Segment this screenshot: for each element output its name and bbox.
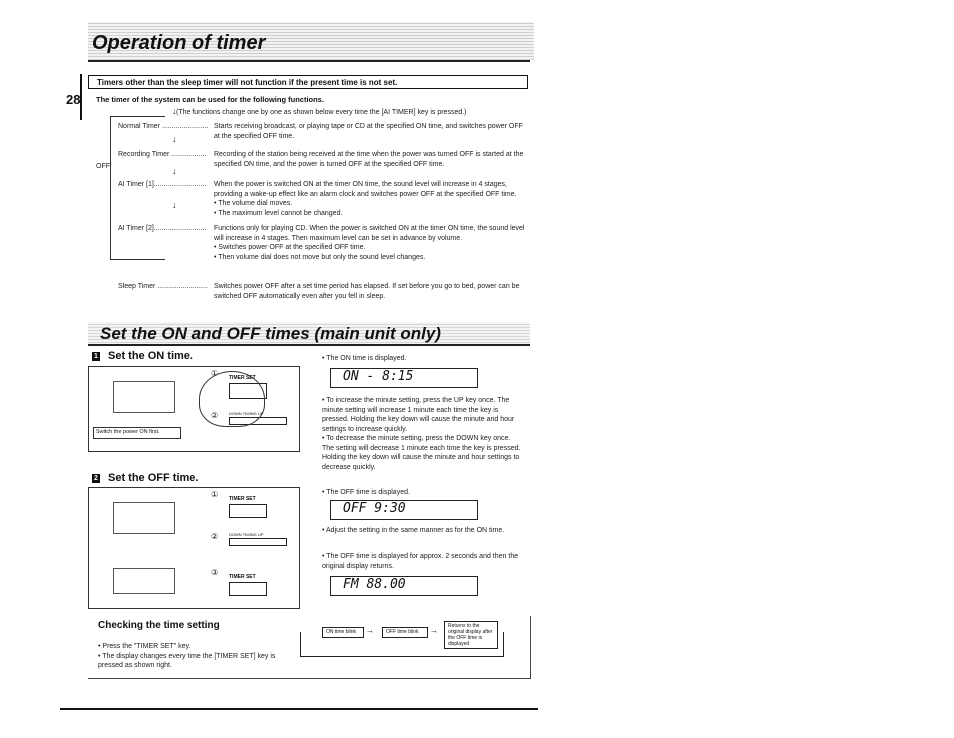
step2-number: 2 (92, 474, 100, 483)
timer-set-button (229, 582, 267, 596)
timer-name-ai2: AI Timer [2]........................... (118, 225, 207, 232)
timer-set-label: TIMER SET (229, 574, 256, 580)
main-unit-illustration (113, 381, 175, 413)
marker-2: ② (211, 532, 219, 541)
off-time-displayed-note: • The OFF time is displayed. (322, 489, 410, 496)
decrease-instruction: • To decrease the minute setting, press the DOWN key once. The setting will decrease 1 minute each time the key is pressed. Holding the key down will cause the minute and hour settings to decrease quickly. (322, 434, 522, 472)
ai2-bullet: • Then volume dial does not move but only the sound level changes. (214, 253, 526, 263)
timer-name-normal: Normal Timer ........................ (118, 123, 209, 130)
checking-title: Checking the time setting (98, 620, 220, 631)
step1-heading (92, 350, 193, 362)
step2-heading (92, 472, 198, 484)
ai1-bullet: • The volume dial moves. (214, 199, 526, 209)
return-text: The OFF time is displayed for approx. 2 seconds and then the original display returns. (322, 553, 519, 570)
intro-text: The timer of the system can be used for the following functions. (96, 95, 324, 104)
step1-figure (88, 366, 300, 452)
off-label: OFF (96, 163, 110, 170)
page-title: Operation of timer (92, 32, 266, 54)
lcd-off-time: OFF 9:30 (330, 500, 478, 520)
adjust-note: • Adjust the setting in the same manner as for the ON time. (322, 527, 505, 534)
timer-name-sleep: Sleep Timer .......................... (118, 283, 208, 290)
step2-figure (88, 487, 300, 609)
main-unit-illustration (113, 568, 175, 594)
flow-returns: Returns to the original display after the OFF time is displayed (444, 621, 498, 649)
timer-set-button (229, 504, 267, 518)
cycle-note: (The functions change one by one as shown below every time the [AI TIMER] key is pressed.) (176, 109, 467, 116)
marker-1: ① (211, 490, 219, 499)
checking-instructions (98, 642, 294, 671)
checking-bullet: • The display changes every time the [TIMER SET] key is pressed as shown right. (98, 652, 294, 671)
ai1-bullet: • The maximum level cannot be changed. (214, 209, 526, 219)
step1-instructions (322, 396, 522, 472)
off-time-displayed-text: The OFF time is displayed. (326, 489, 410, 496)
timer-desc-recording: Recording of the station being received at the time when the power was turned OFF is started at the specified ON time, and the power is turned OFF at the specified OFF time. (214, 151, 524, 168)
timer-set-label: TIMER SET (229, 375, 256, 381)
down-up-buttons (229, 538, 287, 546)
on-time-displayed-note: • The ON time is displayed. (322, 355, 407, 362)
timer-desc-ai1 (214, 180, 526, 218)
step1-title: Set the ON time. (108, 350, 193, 362)
checking-bullet: • Press the "TIMER SET" key. (98, 642, 294, 652)
timer-name-recording: Recording Timer .................. (118, 151, 207, 158)
adjust-text: Adjust the setting in the same manner as for the ON time. (326, 527, 505, 534)
main-unit-illustration (113, 502, 175, 534)
down-arrow-icon: ↓ (172, 106, 177, 116)
title-underline (88, 60, 530, 62)
page-number: 28 (66, 92, 81, 107)
increase-instruction: • To increase the minute setting, press the UP key once. The minute setting will increase 1 minute each time the key is pressed. Holding the key down will cause the minute and hour settings to increase quickly. (322, 396, 522, 434)
timer-desc-sleep: Switches power OFF after a set time period has elapsed. If set before you go to bed, power can be switched OFF automatically even after you fell in sleep. (214, 283, 520, 300)
ai2-bullet: • Switches power OFF at the specified OFF time. (214, 243, 526, 253)
timer-desc-ai1-text: When the power is switched ON at the timer ON time, the sound level will increase in 4 stages, providing a wake-up effect like an alarm clock and switches power OFF at the specified OFF time. (214, 181, 517, 198)
timer-set-label: TIMER SET (229, 496, 256, 502)
timer-desc-ai2 (214, 224, 526, 262)
footer-rule (60, 708, 538, 710)
step2-title: Set the OFF time. (108, 472, 199, 484)
down-arrow-icon: ↓ (172, 166, 177, 176)
flow-on-time-blink: ON time blink (322, 627, 364, 638)
down-timing-up-label: DOWN TIMING UP (229, 411, 264, 416)
marker-3: ③ (211, 568, 219, 577)
down-timing-up-label: DOWN TIMING UP (229, 532, 264, 537)
down-arrow-icon: ↓ (172, 200, 177, 210)
marker-1: ① (211, 369, 219, 378)
flow-arrow-icon: → (430, 626, 438, 635)
lcd-on-time: ON - 8:15 (330, 368, 478, 388)
timer-desc-normal: Starts receiving broadcast, or playing tape or CD at the specified ON time, and switches power OFF at the specified OFF time. (214, 123, 523, 140)
warning-box: Timers other than the sleep timer will not function if the present time is not set. (88, 75, 528, 89)
down-arrow-icon: ↓ (172, 134, 177, 144)
step1-number: 1 (92, 352, 100, 361)
return-note: • The OFF time is displayed for approx. 2 seconds and then the original display returns. (322, 553, 519, 570)
section2-title: Set the ON and OFF times (main unit only) (100, 324, 441, 343)
zoom-circle (199, 371, 265, 427)
lcd-fm-display: FM 88.00 (330, 576, 478, 596)
power-on-caption: Switch the power ON first. (93, 427, 181, 439)
timer-name-ai1: AI Timer [1]........................... (118, 181, 207, 188)
flow-off-time-blink: OFF time blink (382, 627, 428, 638)
flow-arrow-icon: → (366, 626, 374, 635)
section2-underline (88, 344, 530, 346)
timer-desc-ai2-text: Functions only for playing CD. When the power is switched ON at the timer ON time, the sound level will increase in 4 stages. Then maximum level can be set in advance by volume. (214, 225, 525, 242)
marker-2: ② (211, 411, 219, 420)
on-time-displayed-text: The ON time is displayed. (326, 355, 407, 362)
